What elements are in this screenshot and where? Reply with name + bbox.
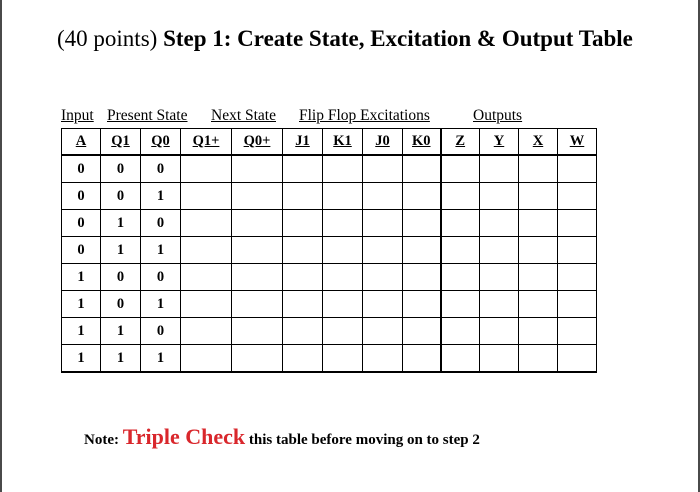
- cell-empty: [232, 155, 283, 183]
- cell-value: 1: [141, 291, 181, 318]
- cell-empty: [480, 210, 519, 237]
- cell-empty: [441, 291, 480, 318]
- group-input: Input: [61, 107, 94, 124]
- col-header-z: Z: [441, 129, 480, 156]
- cell-empty: [519, 264, 558, 291]
- cell-empty: [403, 183, 441, 210]
- cell-empty: [283, 291, 323, 318]
- cell-empty: [283, 210, 323, 237]
- cell-empty: [323, 264, 363, 291]
- col-header-a: A: [62, 129, 101, 156]
- cell-value: 0: [62, 183, 101, 210]
- cell-empty: [323, 345, 363, 373]
- cell-empty: [558, 155, 597, 183]
- cell-empty: [232, 210, 283, 237]
- cell-value: 1: [101, 318, 141, 345]
- cell-empty: [181, 345, 232, 373]
- cell-value: 0: [62, 237, 101, 264]
- cell-empty: [519, 210, 558, 237]
- cell-empty: [283, 155, 323, 183]
- cell-empty: [363, 291, 403, 318]
- cell-empty: [441, 183, 480, 210]
- cell-empty: [181, 318, 232, 345]
- table-row: [62, 210, 597, 237]
- cell-empty: [558, 210, 597, 237]
- cell-empty: [480, 345, 519, 373]
- table-row: [62, 318, 597, 345]
- col-header-q1-next: Q1+: [181, 129, 232, 156]
- cell-empty: [441, 318, 480, 345]
- cell-empty: [363, 264, 403, 291]
- col-header-y: Y: [480, 129, 519, 156]
- cell-empty: [441, 210, 480, 237]
- cell-value: 1: [101, 237, 141, 264]
- cell-empty: [181, 237, 232, 264]
- points-label: (40 points): [57, 26, 164, 51]
- cell-empty: [558, 183, 597, 210]
- cell-value: 1: [141, 345, 181, 373]
- cell-empty: [480, 183, 519, 210]
- cell-value: 1: [141, 237, 181, 264]
- group-present-state: Present State: [107, 107, 188, 124]
- cell-empty: [441, 237, 480, 264]
- cell-empty: [181, 155, 232, 183]
- page-title: [57, 26, 633, 52]
- cell-empty: [283, 318, 323, 345]
- col-header-w: W: [558, 129, 597, 156]
- cell-empty: [323, 155, 363, 183]
- col-header-k0: K0: [403, 129, 441, 156]
- cell-empty: [558, 318, 597, 345]
- cell-empty: [519, 318, 558, 345]
- column-group-headers: [0, 107, 700, 127]
- cell-empty: [558, 237, 597, 264]
- cell-value: 0: [141, 264, 181, 291]
- cell-empty: [480, 155, 519, 183]
- table-header-row: [62, 129, 597, 156]
- cell-empty: [480, 237, 519, 264]
- cell-empty: [363, 237, 403, 264]
- cell-empty: [519, 345, 558, 373]
- cell-empty: [441, 155, 480, 183]
- cell-empty: [363, 183, 403, 210]
- cell-empty: [363, 210, 403, 237]
- cell-value: 1: [101, 210, 141, 237]
- cell-empty: [558, 291, 597, 318]
- cell-empty: [181, 183, 232, 210]
- table-row: [62, 237, 597, 264]
- cell-empty: [480, 264, 519, 291]
- cell-empty: [558, 345, 597, 373]
- col-header-q1: Q1: [101, 129, 141, 156]
- cell-empty: [232, 345, 283, 373]
- cell-value: 1: [62, 318, 101, 345]
- group-outputs: Outputs: [473, 107, 523, 124]
- cell-empty: [363, 318, 403, 345]
- cell-empty: [403, 155, 441, 183]
- cell-empty: [283, 264, 323, 291]
- cell-empty: [232, 264, 283, 291]
- table-row: [62, 183, 597, 210]
- cell-empty: [181, 264, 232, 291]
- step-title: Step 1: Create State, Excitation & Output Table: [163, 26, 633, 51]
- cell-empty: [363, 155, 403, 183]
- cell-empty: [480, 318, 519, 345]
- cell-value: 0: [62, 210, 101, 237]
- cell-value: 0: [62, 155, 101, 183]
- cell-empty: [181, 291, 232, 318]
- cell-value: 0: [141, 318, 181, 345]
- cell-empty: [232, 318, 283, 345]
- state-excitation-output-table: [61, 128, 597, 373]
- table-row: [62, 155, 597, 183]
- cell-value: 1: [62, 291, 101, 318]
- cell-empty: [403, 318, 441, 345]
- cell-empty: [441, 264, 480, 291]
- cell-empty: [480, 291, 519, 318]
- cell-empty: [232, 291, 283, 318]
- cell-empty: [441, 345, 480, 373]
- cell-empty: [403, 210, 441, 237]
- cell-value: 1: [62, 264, 101, 291]
- note-text: this table before moving on to step 2: [245, 432, 480, 448]
- cell-empty: [403, 291, 441, 318]
- cell-empty: [403, 237, 441, 264]
- cell-value: 1: [62, 345, 101, 373]
- col-header-x: X: [519, 129, 558, 156]
- cell-empty: [232, 183, 283, 210]
- cell-empty: [403, 264, 441, 291]
- cell-empty: [232, 237, 283, 264]
- cell-empty: [283, 345, 323, 373]
- col-header-j0: J0: [363, 129, 403, 156]
- cell-value: 1: [101, 345, 141, 373]
- cell-empty: [283, 183, 323, 210]
- table-row: [62, 291, 597, 318]
- col-header-q0-next: Q0+: [232, 129, 283, 156]
- group-next-state: Next State: [211, 107, 276, 124]
- cell-empty: [181, 210, 232, 237]
- col-header-q0: Q0: [141, 129, 181, 156]
- cell-empty: [403, 345, 441, 373]
- cell-empty: [363, 345, 403, 373]
- group-flip-flop-excitations: Flip Flop Excitations: [299, 107, 430, 124]
- cell-empty: [519, 291, 558, 318]
- cell-value: 0: [141, 155, 181, 183]
- cell-empty: [323, 210, 363, 237]
- table-row: [62, 264, 597, 291]
- cell-value: 1: [141, 183, 181, 210]
- cell-empty: [519, 155, 558, 183]
- table-row: [62, 345, 597, 373]
- cell-empty: [283, 237, 323, 264]
- note-emphasis: Triple Check: [122, 424, 246, 449]
- cell-empty: [323, 183, 363, 210]
- page-left-border: [0, 0, 2, 492]
- cell-value: 0: [101, 291, 141, 318]
- cell-value: 0: [141, 210, 181, 237]
- cell-empty: [323, 318, 363, 345]
- note: [84, 424, 480, 450]
- cell-value: 0: [101, 264, 141, 291]
- cell-empty: [323, 291, 363, 318]
- col-header-k1: K1: [323, 129, 363, 156]
- cell-empty: [323, 237, 363, 264]
- col-header-j1: J1: [283, 129, 323, 156]
- cell-empty: [519, 237, 558, 264]
- cell-empty: [519, 183, 558, 210]
- cell-value: 0: [101, 183, 141, 210]
- note-label: Note:: [84, 432, 123, 448]
- cell-value: 0: [101, 155, 141, 183]
- cell-empty: [558, 264, 597, 291]
